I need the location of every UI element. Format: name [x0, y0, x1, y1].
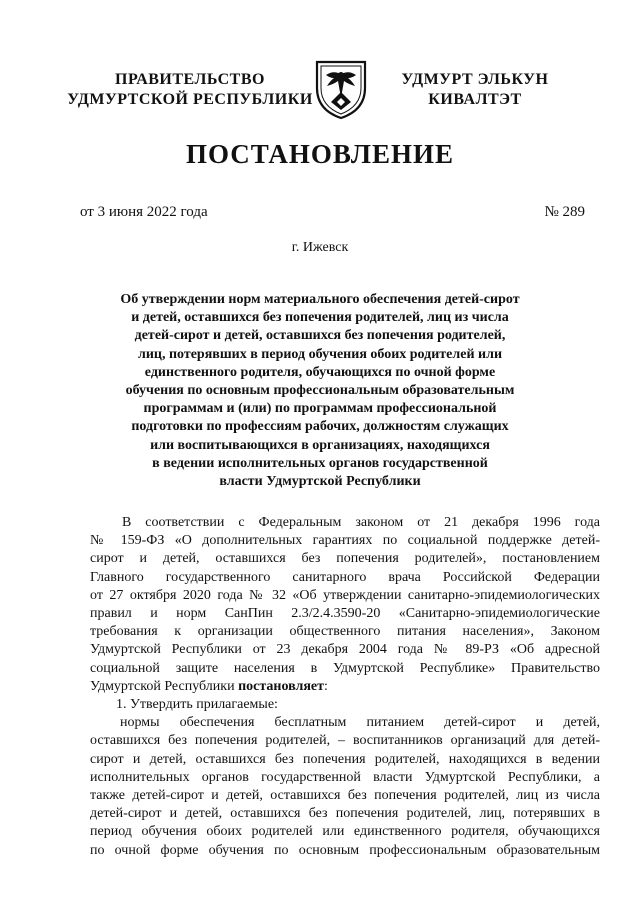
document-date: от 3 июня 2022 года	[80, 204, 208, 220]
body-line: по очной форме обучения по основным профессиональным образовательным	[90, 842, 600, 858]
subject-line: подготовки по профессиям рабочих, должностям служащих	[131, 419, 509, 435]
body-line: также детей-сирот и детей, оставшихся без попечения родителей, лиц из числа	[90, 788, 600, 804]
subject-line: программам и (или) по программам профессиональной	[143, 401, 497, 417]
org-line: КИВАЛТЭТ	[428, 91, 522, 108]
coat-of-arms-icon	[313, 58, 369, 120]
document-number: № 289	[544, 204, 585, 220]
body-line: исполнительных органов государственной власти Удмуртской Республики, а	[90, 769, 600, 785]
body-line: от 27 октября 2020 года № 32 «Об утверждении санитарно-эпидемиологических	[90, 587, 600, 603]
document-title: ПОСТАНОВЛЕНИЕ	[185, 139, 455, 169]
subject-line: детей-сирот и детей, оставшихся без попечения родителей,	[134, 328, 506, 344]
body-line: сирот и детей, оставшихся без попечения родителей, находящихся в ведении	[90, 751, 600, 767]
body-line: сирот и детей, оставшихся без попечения родителей», постановлением	[90, 551, 600, 567]
body-line: нормы обеспечения бесплатным питанием детей-сирот и детей,	[120, 715, 600, 731]
government-name-russian	[60, 70, 320, 110]
org-line: УДМУРТ ЭЛЬКУН	[401, 71, 549, 88]
subject-line: власти Удмуртской Республики	[219, 474, 421, 490]
subject-line: обучения по основным профессиональным образовательным	[125, 383, 515, 399]
body-line: № 159-ФЗ «О дополнительных гарантиях по социальной поддержке детей-	[90, 533, 600, 549]
org-line: УДМУРТСКОЙ РЕСПУБЛИКИ	[67, 91, 313, 108]
body-line	[90, 678, 600, 696]
body-line: правил и норм СанПин 2.3/2.4.3590-20 «Санитарно-эпидемиологические	[90, 606, 600, 622]
document-subject	[100, 291, 540, 491]
body-line: оставшихся без попечения родителей, – воспитанников организаций для детей-	[90, 733, 600, 749]
subject-line: в ведении исполнительных органов государственной	[152, 455, 488, 471]
body-line: Удмуртской Республики от 23 декабря 2004 года № 89-РЗ «Об адресной	[90, 642, 600, 658]
subject-line: и детей, оставшихся без попечения родителей, лиц из числа	[131, 310, 509, 326]
subject-line: лиц, потерявших в период обучения обоих родителей или	[137, 346, 503, 362]
document-city: г. Ижевск	[291, 240, 349, 255]
subject-line: или воспитывающихся в организациях, находящихся	[150, 437, 490, 453]
body-line: детей-сирот и детей, оставшихся без попечения родителей, лиц, потерявших в	[90, 806, 600, 822]
body-line: 1. Утвердить прилагаемые:	[116, 697, 278, 713]
subject-line: Об утверждении норм материального обеспечения детей-сирот	[120, 292, 520, 307]
subject-line: единственного родителя, обучающихся по очной форме	[144, 364, 496, 380]
body-line: требования к организации общественного питания населения», Законом	[90, 624, 600, 640]
operative-word: постановляет	[238, 678, 325, 694]
document-body	[90, 514, 600, 860]
body-line: социальной защите населения в Удмуртской Республике» Правительство	[90, 660, 600, 676]
body-text: Удмуртской Республики	[90, 678, 235, 694]
body-line: В соответствии с Федеральным законом от 21 декабря 1996 года	[122, 515, 600, 530]
government-name-udmurt	[365, 70, 585, 110]
body-line: период обучения обоих родителей или единственного родителя, обучающихся	[90, 824, 600, 840]
body-line: Главного государственного санитарного врача Российской Федерации	[90, 569, 600, 585]
org-line: ПРАВИТЕЛЬСТВО	[115, 71, 265, 88]
body-text: :	[324, 678, 328, 694]
